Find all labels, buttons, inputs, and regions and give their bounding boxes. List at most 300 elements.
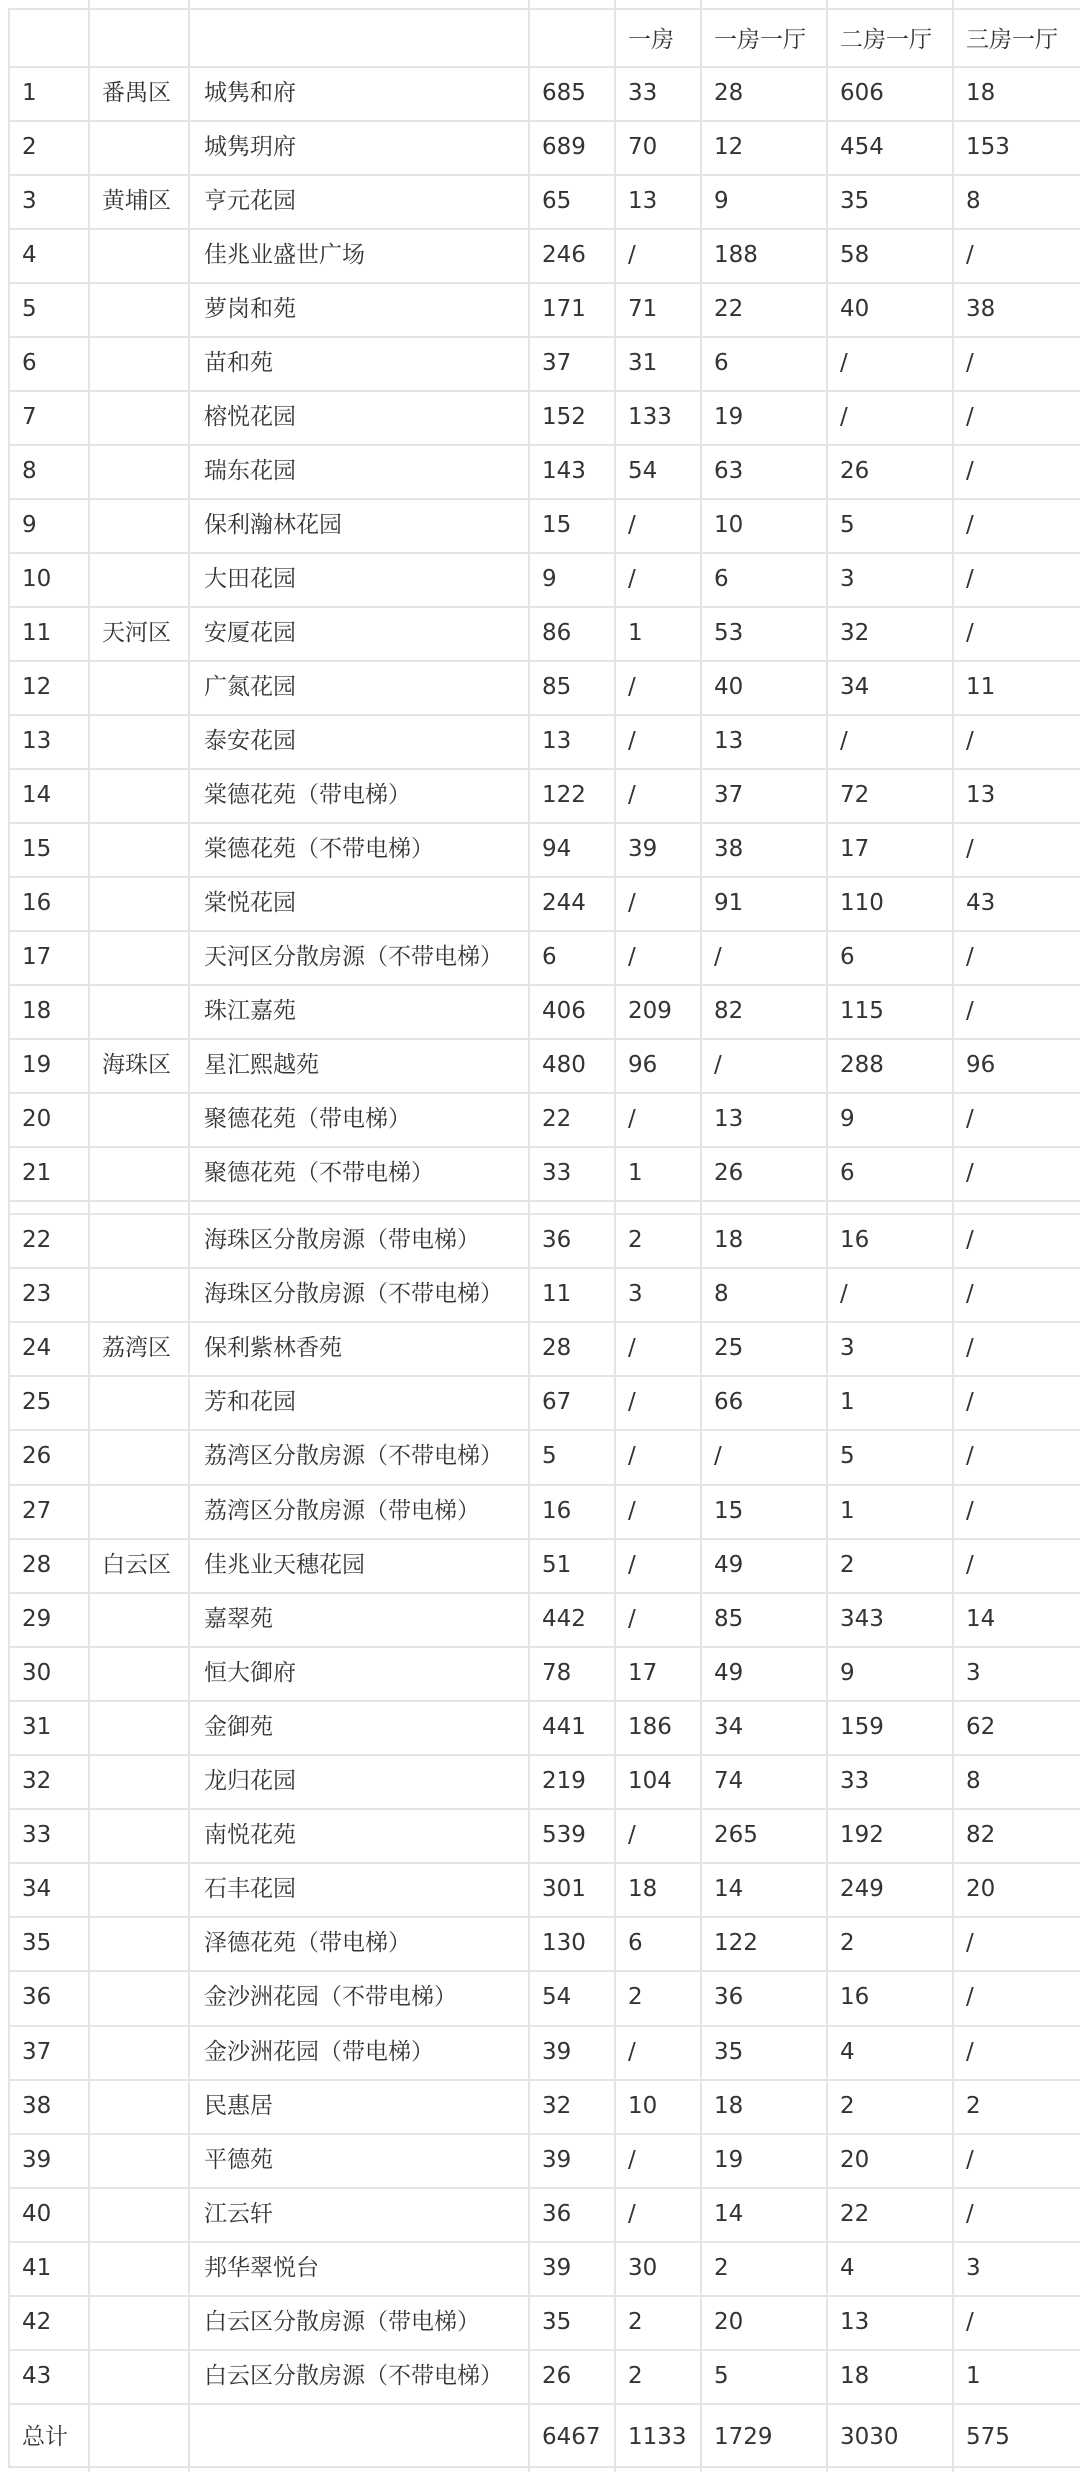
one-room-cell: /: [628, 728, 636, 754]
one-bed-one-hall-cell: 14: [714, 2200, 744, 2227]
row-divider: [8, 1592, 1080, 1594]
project-name-cell: 南悦花苑: [204, 1822, 296, 1849]
one-room-cell: /: [628, 944, 636, 970]
total-units-cell: 15: [542, 512, 572, 538]
total-units-cell: 85: [542, 674, 572, 700]
project-name-cell: 苗和苑: [204, 350, 273, 376]
district-cell: 荔湾区: [102, 1335, 171, 1362]
one-bed-one-hall-cell: /: [714, 1443, 722, 1470]
row-number: 20: [22, 1106, 52, 1132]
one-bed-one-hall-cell: 26: [714, 1160, 744, 1186]
two-bed-one-hall-cell: 1: [840, 1497, 855, 1524]
three-bed-one-hall-cell: /: [966, 2309, 974, 2335]
three-bed-one-hall-cell: /: [966, 1443, 974, 1470]
row-number: 6: [22, 350, 37, 376]
row-divider: [8, 444, 1080, 446]
one-bed-one-hall-cell: 40: [714, 674, 744, 700]
three-bed-one-hall-cell: 11: [966, 674, 996, 700]
row-divider: [8, 1970, 1080, 1972]
total-units-cell: 9: [542, 566, 557, 592]
column-divider: [614, 0, 616, 2472]
row-divider: [8, 1375, 1080, 1377]
one-room-cell: 31: [628, 350, 658, 376]
column-header: 一房: [628, 27, 674, 53]
row-number: 33: [22, 1822, 52, 1849]
two-bed-one-hall-cell: 343: [840, 1605, 884, 1632]
row-number: 27: [22, 1497, 52, 1524]
one-bed-one-hall-cell: 19: [714, 404, 744, 430]
row-divider: [8, 498, 1080, 500]
three-bed-one-hall-cell: 62: [966, 1713, 996, 1740]
row-divider: [8, 1484, 1080, 1486]
row-divider: [8, 66, 1080, 68]
three-bed-one-hall-cell: /: [966, 620, 974, 646]
total-units-cell: 67: [542, 1389, 572, 1416]
project-name-cell: 平德苑: [204, 2146, 273, 2173]
project-name-cell: 大田花园: [204, 566, 296, 592]
column-divider: [8, 8, 10, 2466]
row-number: 7: [22, 404, 37, 430]
total-units-cell: 480: [542, 1052, 586, 1078]
three-bed-one-hall-cell: /: [966, 2038, 974, 2065]
one-room-cell: 2: [628, 1984, 643, 2011]
project-name-cell: 棠悦花园: [204, 890, 296, 916]
three-bed-one-hall-cell: 3: [966, 2254, 981, 2281]
row-divider: [8, 1916, 1080, 1918]
three-bed-one-hall-cell: /: [966, 242, 974, 268]
project-name-cell: 白云区分散房源（带电梯）: [204, 2309, 480, 2335]
total-units-cell: 122: [542, 782, 586, 808]
column-divider: [700, 0, 702, 2472]
project-name-cell: 广氮花园: [204, 674, 296, 700]
two-bed-one-hall-cell: 9: [840, 1659, 855, 1686]
one-room-cell: /: [628, 674, 636, 700]
row-number: 13: [22, 728, 52, 754]
column-divider: [952, 0, 954, 2472]
two-bed-one-hall-cell: 249: [840, 1876, 884, 1903]
row-divider: [8, 714, 1080, 716]
row-number: 18: [22, 998, 52, 1024]
three-bed-one-hall-cell: /: [966, 512, 974, 538]
three-bed-one-hall-cell: /: [966, 1984, 974, 2011]
one-room-cell: /: [628, 1443, 636, 1470]
one-bed-one-hall-cell: 34: [714, 1713, 744, 1740]
total-units-cell: 35: [542, 2309, 572, 2335]
project-name-cell: 龙归花园: [204, 1768, 296, 1794]
one-room-cell: 18: [628, 1876, 658, 1903]
one-room-cell: 1: [628, 620, 643, 646]
total-units-cell: 130: [542, 1930, 586, 1957]
one-bed-one-hall-cell: 74: [714, 1768, 744, 1794]
total-total-units-cell: 6467: [542, 2424, 601, 2450]
total-units-cell: 39: [542, 2146, 572, 2173]
column-header: 二房一厅: [840, 27, 932, 53]
three-bed-one-hall-cell: /: [966, 728, 974, 754]
one-room-cell: /: [628, 1335, 636, 1362]
row-divider: [8, 1213, 1080, 1215]
row-number: 4: [22, 242, 37, 268]
project-name-cell: 荔湾区分散房源（不带电梯）: [204, 1443, 503, 1470]
two-bed-one-hall-cell: /: [840, 1281, 848, 1308]
total-units-cell: 33: [542, 1160, 572, 1186]
project-name-cell: 保利紫林香苑: [204, 1335, 342, 1362]
one-bed-one-hall-cell: 19: [714, 2146, 744, 2173]
three-bed-one-hall-cell: 18: [966, 80, 996, 106]
one-room-cell: 2: [628, 2363, 643, 2390]
project-name-cell: 聚德花苑（不带电梯）: [204, 1160, 434, 1186]
two-bed-one-hall-cell: 17: [840, 836, 870, 862]
one-room-cell: 3: [628, 1281, 643, 1308]
row-number: 22: [22, 1227, 52, 1253]
row-number: 28: [22, 1551, 52, 1578]
row-number: 15: [22, 836, 52, 862]
one-bed-one-hall-cell: /: [714, 1052, 722, 1078]
total-one-bed-one-hall-cell: 1729: [714, 2424, 773, 2450]
one-room-cell: /: [628, 512, 636, 538]
one-room-cell: 104: [628, 1768, 672, 1794]
one-bed-one-hall-cell: 37: [714, 782, 744, 808]
one-room-cell: 96: [628, 1052, 658, 1078]
one-bed-one-hall-cell: 82: [714, 998, 744, 1024]
total-units-cell: 36: [542, 1227, 572, 1253]
total-units-cell: 51: [542, 1551, 572, 1578]
project-name-cell: 江云轩: [204, 2200, 273, 2227]
one-bed-one-hall-cell: 6: [714, 566, 729, 592]
two-bed-one-hall-cell: 115: [840, 998, 884, 1024]
row-number: 43: [22, 2363, 52, 2390]
one-room-cell: /: [628, 2038, 636, 2065]
two-bed-one-hall-cell: 9: [840, 1106, 855, 1132]
one-bed-one-hall-cell: 12: [714, 134, 744, 160]
two-bed-one-hall-cell: /: [840, 350, 848, 376]
two-bed-one-hall-cell: 20: [840, 2146, 870, 2173]
three-bed-one-hall-cell: /: [966, 1335, 974, 1362]
row-number: 29: [22, 1605, 52, 1632]
one-room-cell: /: [628, 1551, 636, 1578]
row-number: 2: [22, 134, 37, 160]
project-name-cell: 荔湾区分散房源（带电梯）: [204, 1497, 480, 1524]
project-name-cell: 佳兆业天穗花园: [204, 1551, 365, 1578]
one-room-cell: /: [628, 1605, 636, 1632]
two-bed-one-hall-cell: 72: [840, 782, 870, 808]
one-bed-one-hall-cell: 49: [714, 1659, 744, 1686]
row-divider: [8, 336, 1080, 338]
district-cell: 白云区: [102, 1551, 171, 1578]
project-name-cell: 棠德花苑（不带电梯）: [204, 836, 434, 862]
one-bed-one-hall-cell: 122: [714, 1930, 758, 1957]
three-bed-one-hall-cell: /: [966, 1106, 974, 1132]
total-units-cell: 94: [542, 836, 572, 862]
row-divider: [8, 1321, 1080, 1323]
row-divider: [8, 174, 1080, 176]
row-divider: [8, 2466, 1080, 2468]
total-units-cell: 539: [542, 1822, 586, 1849]
row-number: 39: [22, 2146, 52, 2173]
two-bed-one-hall-cell: 26: [840, 458, 870, 484]
row-number: 19: [22, 1052, 52, 1078]
project-name-cell: 邦华翠悦台: [204, 2254, 319, 2281]
row-divider: [8, 2187, 1080, 2189]
row-number: 35: [22, 1930, 52, 1957]
project-name-cell: 榕悦花园: [204, 404, 296, 430]
row-divider: [8, 552, 1080, 554]
two-bed-one-hall-cell: 5: [840, 1443, 855, 1470]
one-room-cell: /: [628, 566, 636, 592]
one-room-cell: 13: [628, 188, 658, 214]
three-bed-one-hall-cell: /: [966, 1930, 974, 1957]
one-bed-one-hall-cell: 18: [714, 1227, 744, 1253]
row-number: 14: [22, 782, 52, 808]
column-divider: [826, 0, 828, 2472]
two-bed-one-hall-cell: 13: [840, 2309, 870, 2335]
total-units-cell: 6: [542, 944, 557, 970]
total-units-cell: 301: [542, 1876, 586, 1903]
row-number: 32: [22, 1768, 52, 1794]
one-bed-one-hall-cell: 25: [714, 1335, 744, 1362]
row-number: 42: [22, 2309, 52, 2335]
row-number: 30: [22, 1659, 52, 1686]
project-name-cell: 嘉翠苑: [204, 1605, 273, 1632]
project-name-cell: 民惠居: [204, 2092, 273, 2119]
project-name-cell: 海珠区分散房源（带电梯）: [204, 1227, 480, 1253]
project-name-cell: 佳兆业盛世广场: [204, 242, 365, 268]
one-room-cell: /: [628, 242, 636, 268]
row-divider: [8, 2025, 1080, 2027]
total-units-cell: 244: [542, 890, 586, 916]
three-bed-one-hall-cell: /: [966, 836, 974, 862]
two-bed-one-hall-cell: /: [840, 728, 848, 754]
row-number: 1: [22, 80, 37, 106]
two-bed-one-hall-cell: 2: [840, 1551, 855, 1578]
three-bed-one-hall-cell: 8: [966, 1768, 981, 1794]
three-bed-one-hall-cell: /: [966, 1497, 974, 1524]
total-units-cell: 689: [542, 134, 586, 160]
two-bed-one-hall-cell: 16: [840, 1227, 870, 1253]
one-room-cell: /: [628, 1106, 636, 1132]
two-bed-one-hall-cell: 16: [840, 1984, 870, 2011]
row-divider: [8, 606, 1080, 608]
one-bed-one-hall-cell: 15: [714, 1497, 744, 1524]
row-number: 10: [22, 566, 52, 592]
three-bed-one-hall-cell: /: [966, 1160, 974, 1186]
two-bed-one-hall-cell: 110: [840, 890, 884, 916]
two-bed-one-hall-cell: 2: [840, 2092, 855, 2119]
one-room-cell: 2: [628, 1227, 643, 1253]
one-room-cell: 70: [628, 134, 658, 160]
two-bed-one-hall-cell: 606: [840, 80, 884, 106]
total-units-cell: 86: [542, 620, 572, 646]
one-bed-one-hall-cell: 18: [714, 2092, 744, 2119]
row-number: 26: [22, 1443, 52, 1470]
one-room-cell: /: [628, 2146, 636, 2173]
row-number: 12: [22, 674, 52, 700]
three-bed-one-hall-cell: /: [966, 1551, 974, 1578]
total-units-cell: 5: [542, 1443, 557, 1470]
project-name-cell: 白云区分散房源（不带电梯）: [204, 2363, 503, 2390]
one-bed-one-hall-cell: 35: [714, 2038, 744, 2065]
row-divider: [8, 1808, 1080, 1810]
one-bed-one-hall-cell: 49: [714, 1551, 744, 1578]
row-number: 23: [22, 1281, 52, 1308]
project-name-cell: 天河区分散房源（不带电梯）: [204, 944, 503, 970]
project-name-cell: 亨元花园: [204, 188, 296, 214]
one-room-cell: 209: [628, 998, 672, 1024]
project-name-cell: 泽德花苑（带电梯）: [204, 1930, 411, 1957]
two-bed-one-hall-cell: 34: [840, 674, 870, 700]
row-divider: [8, 660, 1080, 662]
total-units-cell: 143: [542, 458, 586, 484]
project-name-cell: 城隽和府: [204, 80, 296, 106]
two-bed-one-hall-cell: 1: [840, 1389, 855, 1416]
one-bed-one-hall-cell: 13: [714, 728, 744, 754]
project-name-cell: 安厦花园: [204, 620, 296, 646]
two-bed-one-hall-cell: 32: [840, 620, 870, 646]
total-units-cell: 37: [542, 350, 572, 376]
two-bed-one-hall-cell: 3: [840, 566, 855, 592]
two-bed-one-hall-cell: 40: [840, 296, 870, 322]
total-units-cell: 36: [542, 2200, 572, 2227]
one-bed-one-hall-cell: 66: [714, 1389, 744, 1416]
project-name-cell: 保利瀚林花园: [204, 512, 342, 538]
row-number: 16: [22, 890, 52, 916]
project-name-cell: 海珠区分散房源（不带电梯）: [204, 1281, 503, 1308]
row-divider: [8, 1092, 1080, 1094]
one-bed-one-hall-cell: 63: [714, 458, 744, 484]
one-bed-one-hall-cell: 5: [714, 2363, 729, 2390]
three-bed-one-hall-cell: /: [966, 350, 974, 376]
project-name-cell: 聚德花苑（带电梯）: [204, 1106, 411, 1132]
total-units-cell: 54: [542, 1984, 572, 2011]
one-room-cell: /: [628, 1389, 636, 1416]
project-name-cell: 金御苑: [204, 1713, 273, 1740]
column-divider: [528, 0, 530, 2472]
total-units-cell: 78: [542, 1659, 572, 1686]
one-room-cell: 186: [628, 1713, 672, 1740]
total-units-cell: 26: [542, 2363, 572, 2390]
two-bed-one-hall-cell: 6: [840, 1160, 855, 1186]
total-units-cell: 219: [542, 1768, 586, 1794]
total-units-cell: 16: [542, 1497, 572, 1524]
row-divider: [8, 282, 1080, 284]
one-bed-one-hall-cell: 6: [714, 350, 729, 376]
row-divider: [8, 2133, 1080, 2135]
two-bed-one-hall-cell: 3: [840, 1335, 855, 1362]
two-bed-one-hall-cell: 288: [840, 1052, 884, 1078]
two-bed-one-hall-cell: 4: [840, 2254, 855, 2281]
row-divider: [8, 1700, 1080, 1702]
row-divider: [8, 2403, 1080, 2405]
three-bed-one-hall-cell: /: [966, 2200, 974, 2227]
one-room-cell: /: [628, 1497, 636, 1524]
three-bed-one-hall-cell: 2: [966, 2092, 981, 2119]
row-number: 24: [22, 1335, 52, 1362]
row-divider: [8, 1267, 1080, 1269]
total-one-room-cell: 1133: [628, 2424, 687, 2450]
one-room-cell: 10: [628, 2092, 658, 2119]
one-room-cell: 39: [628, 836, 658, 862]
total-units-cell: 152: [542, 404, 586, 430]
one-room-cell: 2: [628, 2309, 643, 2335]
three-bed-one-hall-cell: /: [966, 998, 974, 1024]
three-bed-one-hall-cell: 153: [966, 134, 1010, 160]
one-bed-one-hall-cell: 20: [714, 2309, 744, 2335]
three-bed-one-hall-cell: /: [966, 1227, 974, 1253]
total-two-bed-one-hall-cell: 3030: [840, 2424, 899, 2450]
three-bed-one-hall-cell: 14: [966, 1605, 996, 1632]
one-bed-one-hall-cell: 36: [714, 1984, 744, 2011]
row-number: 11: [22, 620, 52, 646]
row-divider: [8, 876, 1080, 878]
district-cell: 海珠区: [102, 1052, 171, 1078]
two-bed-one-hall-cell: 159: [840, 1713, 884, 1740]
row-divider: [8, 8, 1080, 10]
one-bed-one-hall-cell: 85: [714, 1605, 744, 1632]
two-bed-one-hall-cell: 192: [840, 1822, 884, 1849]
row-number: 40: [22, 2200, 52, 2227]
row-divider: [8, 1038, 1080, 1040]
one-room-cell: 1: [628, 1160, 643, 1186]
one-bed-one-hall-cell: 14: [714, 1876, 744, 1903]
one-room-cell: 33: [628, 80, 658, 106]
row-divider: [8, 1754, 1080, 1756]
row-number: 8: [22, 458, 37, 484]
one-bed-one-hall-cell: 13: [714, 1106, 744, 1132]
three-bed-one-hall-cell: 13: [966, 782, 996, 808]
total-units-cell: 246: [542, 242, 586, 268]
one-bed-one-hall-cell: /: [714, 944, 722, 970]
two-bed-one-hall-cell: 6: [840, 944, 855, 970]
two-bed-one-hall-cell: 454: [840, 134, 884, 160]
row-divider: [8, 984, 1080, 986]
total-units-cell: 22: [542, 1106, 572, 1132]
total-units-cell: 441: [542, 1713, 586, 1740]
row-divider: [8, 2079, 1080, 2081]
row-divider: [8, 822, 1080, 824]
three-bed-one-hall-cell: 38: [966, 296, 996, 322]
row-divider: [8, 1646, 1080, 1648]
project-name-cell: 萝岗和苑: [204, 296, 296, 322]
row-divider: [8, 228, 1080, 230]
project-name-cell: 金沙洲花园（不带电梯）: [204, 1984, 457, 2011]
row-number: 3: [22, 188, 37, 214]
three-bed-one-hall-cell: /: [966, 1281, 974, 1308]
one-bed-one-hall-cell: 22: [714, 296, 744, 322]
project-name-cell: 石丰花园: [204, 1876, 296, 1903]
one-bed-one-hall-cell: 8: [714, 1281, 729, 1308]
one-room-cell: /: [628, 1822, 636, 1849]
one-room-cell: /: [628, 890, 636, 916]
row-divider: [8, 1538, 1080, 1540]
project-name-cell: 城隽玥府: [204, 134, 296, 160]
one-bed-one-hall-cell: 188: [714, 242, 758, 268]
row-number: 9: [22, 512, 37, 538]
row-divider: [8, 1146, 1080, 1148]
two-bed-one-hall-cell: 33: [840, 1768, 870, 1794]
row-number: 36: [22, 1984, 52, 2011]
row-number: 38: [22, 2092, 52, 2119]
column-header: 三房一厅: [966, 27, 1058, 53]
row-divider: [8, 390, 1080, 392]
three-bed-one-hall-cell: 20: [966, 1876, 996, 1903]
row-divider: [8, 2241, 1080, 2243]
total-units-cell: 28: [542, 1335, 572, 1362]
row-number: 31: [22, 1713, 52, 1740]
row-number: 34: [22, 1876, 52, 1903]
one-bed-one-hall-cell: 28: [714, 80, 744, 106]
project-name-cell: 恒大御府: [204, 1659, 296, 1686]
one-room-cell: 30: [628, 2254, 658, 2281]
one-room-cell: 54: [628, 458, 658, 484]
